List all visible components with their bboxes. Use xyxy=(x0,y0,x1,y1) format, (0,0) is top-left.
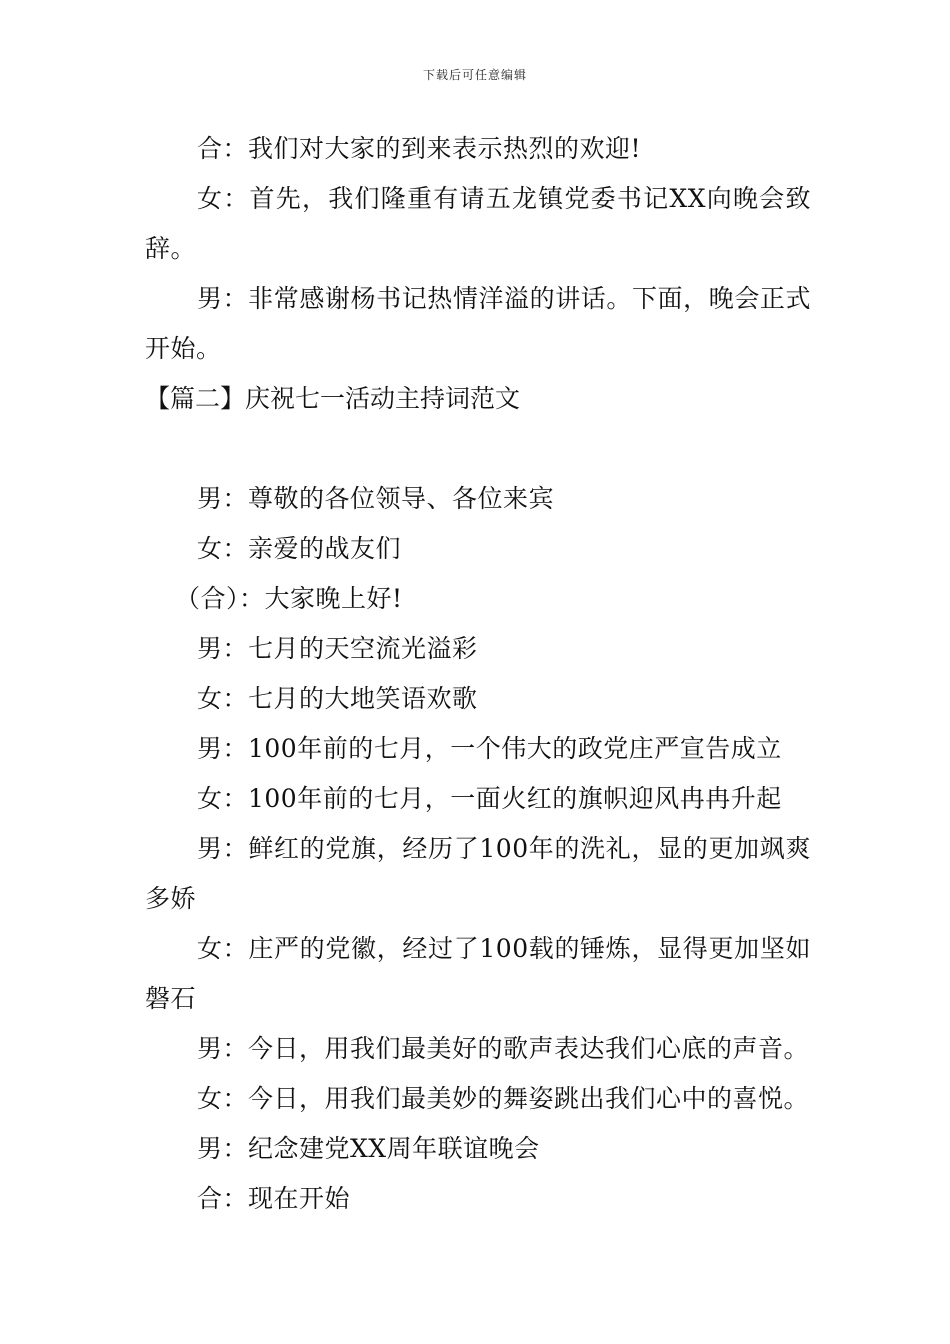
document-body xyxy=(145,124,811,1224)
paragraph: 女：庄严的党徽，经过了100载的锤炼，显得更加坚如磐石 xyxy=(145,934,811,1013)
paragraph: 男：今日，用我们最美好的歌声表达我们心底的声音。 xyxy=(197,1034,810,1063)
paragraph: 男：100年前的七月，一个伟大的政党庄严宣告成立 xyxy=(197,734,782,763)
section-title: 【篇二】庆祝七一活动主持词范文 xyxy=(145,384,521,413)
paragraph: 男：尊敬的各位领导、各位来宾 xyxy=(197,484,555,513)
paragraph: 女：亲爱的战友们 xyxy=(197,534,402,563)
page-header: 下载后可任意编辑 xyxy=(422,68,527,82)
paragraph: 合：现在开始 xyxy=(197,1184,351,1213)
paragraph: 合：我们对大家的到来表示热烈的欢迎! xyxy=(197,134,642,163)
paragraph: 女：今日，用我们最美妙的舞姿跳出我们心中的喜悦。 xyxy=(197,1084,810,1113)
paragraph: 男：七月的天空流光溢彩 xyxy=(197,634,478,663)
paragraph: 男：纪念建党XX周年联谊晚会 xyxy=(197,1134,540,1163)
paragraph: 女：七月的大地笑语欢歌 xyxy=(197,684,478,713)
paragraph: 女：首先，我们隆重有请五龙镇党委书记XX向晚会致辞。 xyxy=(145,184,811,263)
blank-line xyxy=(145,424,811,474)
paragraph: 男：鲜红的党旗，经历了100年的洗礼，显的更加飒爽多娇 xyxy=(145,834,811,913)
paragraph: 男：非常感谢杨书记热情洋溢的讲话。下面，晚会正式开始。 xyxy=(145,284,811,363)
paragraph: 女：100年前的七月，一面火红的旗帜迎风冉冉升起 xyxy=(197,784,782,813)
paragraph: （合）：大家晚上好! xyxy=(175,584,403,613)
